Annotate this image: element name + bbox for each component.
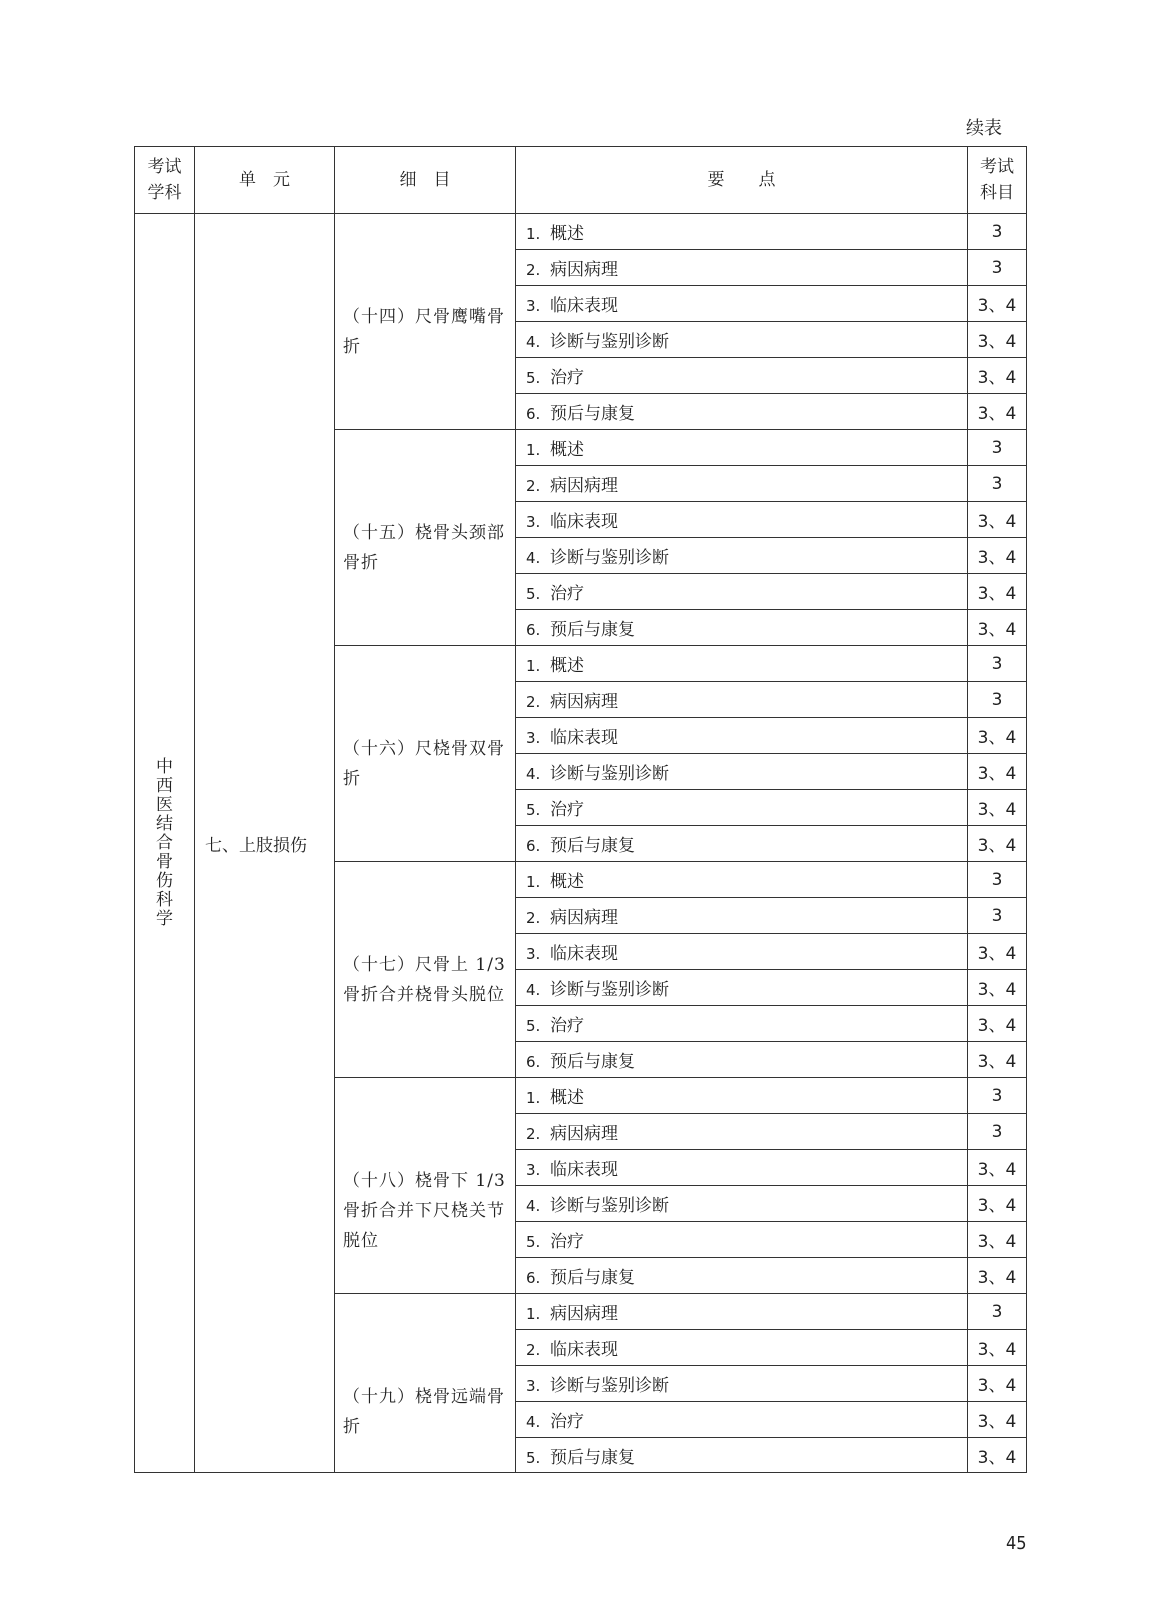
point-text: 治疗 xyxy=(550,800,584,820)
point-number: 6. xyxy=(526,405,541,423)
point-text: 临床表现 xyxy=(550,1340,618,1360)
point-cell xyxy=(516,682,968,718)
point-number: 4. xyxy=(526,549,541,567)
exam-subject-cell: 3、4 xyxy=(968,754,1027,790)
item-cell: （十四）尺骨鹰嘴骨折 xyxy=(335,214,516,430)
point-text: 诊断与鉴别诊断 xyxy=(550,332,669,352)
point-text: 概述 xyxy=(550,224,584,244)
point-cell xyxy=(516,790,968,826)
point-number: 6. xyxy=(526,621,541,639)
header-unit: 单 元 xyxy=(195,147,335,214)
point-cell xyxy=(516,322,968,358)
point-cell xyxy=(516,214,968,250)
exam-subject-cell: 3 xyxy=(968,430,1027,466)
point-number: 5. xyxy=(526,369,541,387)
exam-subject-cell: 3、4 xyxy=(968,1402,1027,1438)
point-cell xyxy=(516,250,968,286)
point-cell xyxy=(516,1294,968,1330)
exam-subject-cell: 3 xyxy=(968,646,1027,682)
point-number: 3. xyxy=(526,297,541,315)
point-cell xyxy=(516,430,968,466)
point-text: 临床表现 xyxy=(550,728,618,748)
point-text: 临床表现 xyxy=(550,296,618,316)
point-number: 2. xyxy=(526,477,541,495)
point-cell xyxy=(516,1150,968,1186)
point-cell xyxy=(516,1222,968,1258)
exam-subject-cell: 3 xyxy=(968,1078,1027,1114)
point-number: 1. xyxy=(526,873,541,891)
point-cell xyxy=(516,646,968,682)
point-text: 预后与康复 xyxy=(550,836,635,856)
point-number: 2. xyxy=(526,693,541,711)
point-cell xyxy=(516,1078,968,1114)
point-text: 治疗 xyxy=(550,1412,584,1432)
point-cell xyxy=(516,826,968,862)
point-number: 1. xyxy=(526,1305,541,1323)
exam-subject-cell: 3、4 xyxy=(968,1438,1027,1473)
point-text: 预后与康复 xyxy=(550,1268,635,1288)
exam-subject-cell: 3、4 xyxy=(968,610,1027,646)
point-text: 临床表现 xyxy=(550,1160,618,1180)
point-text: 治疗 xyxy=(550,584,584,604)
exam-subject-cell: 3 xyxy=(968,250,1027,286)
header-exam: 考试科目 xyxy=(968,147,1027,214)
point-number: 4. xyxy=(526,1413,541,1431)
point-text: 诊断与鉴别诊断 xyxy=(550,980,669,1000)
exam-subject-cell: 3 xyxy=(968,862,1027,898)
exam-subject-cell: 3、4 xyxy=(968,1006,1027,1042)
point-cell xyxy=(516,934,968,970)
unit-cell: 七、上肢损伤 xyxy=(195,214,335,1473)
point-cell xyxy=(516,1114,968,1150)
table-row xyxy=(135,214,1027,250)
point-number: 4. xyxy=(526,333,541,351)
exam-subject-cell: 3、4 xyxy=(968,1186,1027,1222)
point-number: 4. xyxy=(526,981,541,999)
exam-subject-cell: 3、4 xyxy=(968,970,1027,1006)
point-number: 2. xyxy=(526,1125,541,1143)
point-number: 3. xyxy=(526,513,541,531)
point-text: 预后与康复 xyxy=(550,404,635,424)
point-number: 2. xyxy=(526,909,541,927)
point-cell xyxy=(516,610,968,646)
exam-subject-cell: 3、4 xyxy=(968,538,1027,574)
point-cell xyxy=(516,1186,968,1222)
exam-subject-cell: 3 xyxy=(968,898,1027,934)
point-text: 病因病理 xyxy=(550,908,618,928)
header-subject: 考试学科 xyxy=(135,147,195,214)
exam-subject-cell: 3、4 xyxy=(968,826,1027,862)
exam-subject-cell: 3、4 xyxy=(968,1258,1027,1294)
exam-subject-cell: 3、4 xyxy=(968,934,1027,970)
header-points: 要 点 xyxy=(516,147,968,214)
point-text: 诊断与鉴别诊断 xyxy=(550,1376,669,1396)
exam-subject-cell: 3、4 xyxy=(968,358,1027,394)
point-number: 4. xyxy=(526,1197,541,1215)
exam-subject-cell: 3 xyxy=(968,682,1027,718)
point-cell xyxy=(516,1366,968,1402)
item-cell: （十九）桡骨远端骨折 xyxy=(335,1294,516,1473)
point-text: 病因病理 xyxy=(550,260,618,280)
point-cell xyxy=(516,358,968,394)
point-number: 5. xyxy=(526,1017,541,1035)
point-text: 病因病理 xyxy=(550,692,618,712)
exam-subject-cell: 3、4 xyxy=(968,322,1027,358)
point-text: 概述 xyxy=(550,1088,584,1108)
point-number: 1. xyxy=(526,441,541,459)
subject-cell xyxy=(135,214,195,1473)
point-cell xyxy=(516,1330,968,1366)
point-cell xyxy=(516,574,968,610)
point-cell xyxy=(516,1438,968,1473)
item-cell: （十七）尺骨上 1/3 骨折合并桡骨头脱位 xyxy=(335,862,516,1078)
exam-subject-cell: 3、4 xyxy=(968,1366,1027,1402)
point-text: 病因病理 xyxy=(550,476,618,496)
exam-subject-cell: 3 xyxy=(968,1294,1027,1330)
exam-subject-cell: 3、4 xyxy=(968,502,1027,538)
point-text: 临床表现 xyxy=(550,512,618,532)
point-number: 5. xyxy=(526,801,541,819)
page-number: 45 xyxy=(1006,1533,1027,1554)
table-body xyxy=(135,214,1027,1473)
point-number: 6. xyxy=(526,1269,541,1287)
point-number: 3. xyxy=(526,729,541,747)
exam-subject-cell: 3、4 xyxy=(968,1330,1027,1366)
point-cell xyxy=(516,1006,968,1042)
point-text: 诊断与鉴别诊断 xyxy=(550,1196,669,1216)
exam-subject-cell: 3、4 xyxy=(968,1150,1027,1186)
point-cell xyxy=(516,1042,968,1078)
point-text: 临床表现 xyxy=(550,944,618,964)
point-cell xyxy=(516,718,968,754)
exam-subject-cell: 3、4 xyxy=(968,574,1027,610)
subject-text: 中西医结合骨伤科学 xyxy=(156,756,173,929)
point-number: 5. xyxy=(526,1448,541,1467)
point-number: 6. xyxy=(526,837,541,855)
exam-subject-cell: 3 xyxy=(968,214,1027,250)
point-number: 1. xyxy=(526,657,541,675)
point-number: 2. xyxy=(526,1341,541,1359)
point-text: 治疗 xyxy=(550,1016,584,1036)
point-cell xyxy=(516,1402,968,1438)
point-number: 5. xyxy=(526,585,541,603)
exam-subject-cell: 3、4 xyxy=(968,790,1027,826)
point-number: 2. xyxy=(526,261,541,279)
point-cell xyxy=(516,394,968,430)
point-number: 3. xyxy=(526,1161,541,1179)
item-cell: （十八）桡骨下 1/3 骨折合并下尺桡关节脱位 xyxy=(335,1078,516,1294)
point-text: 治疗 xyxy=(550,368,584,388)
point-number: 5. xyxy=(526,1233,541,1251)
syllabus-table xyxy=(134,146,1027,1473)
exam-subject-cell: 3 xyxy=(968,1114,1027,1150)
point-text: 预后与康复 xyxy=(550,1447,635,1468)
point-cell xyxy=(516,502,968,538)
point-text: 治疗 xyxy=(550,1232,584,1252)
point-text: 预后与康复 xyxy=(550,620,635,640)
point-cell xyxy=(516,1258,968,1294)
exam-subject-cell: 3、4 xyxy=(968,394,1027,430)
point-number: 4. xyxy=(526,765,541,783)
point-text: 病因病理 xyxy=(550,1124,618,1144)
point-cell xyxy=(516,286,968,322)
point-cell xyxy=(516,862,968,898)
table-header-row xyxy=(135,147,1027,214)
item-cell: （十五）桡骨头颈部骨折 xyxy=(335,430,516,646)
exam-subject-cell: 3、4 xyxy=(968,1222,1027,1258)
exam-subject-cell: 3、4 xyxy=(968,286,1027,322)
point-text: 概述 xyxy=(550,440,584,460)
header-item: 细 目 xyxy=(335,147,516,214)
point-cell xyxy=(516,466,968,502)
point-number: 6. xyxy=(526,1053,541,1071)
point-cell xyxy=(516,970,968,1006)
point-cell xyxy=(516,898,968,934)
point-number: 3. xyxy=(526,945,541,963)
point-text: 概述 xyxy=(550,872,584,892)
exam-subject-cell: 3、4 xyxy=(968,718,1027,754)
continued-label: 续表 xyxy=(966,118,1002,139)
exam-subject-cell: 3 xyxy=(968,466,1027,502)
point-number: 1. xyxy=(526,225,541,243)
exam-subject-cell: 3、4 xyxy=(968,1042,1027,1078)
point-number: 3. xyxy=(526,1377,541,1395)
point-cell xyxy=(516,538,968,574)
point-text: 诊断与鉴别诊断 xyxy=(550,548,669,568)
point-text: 预后与康复 xyxy=(550,1052,635,1072)
point-number: 1. xyxy=(526,1089,541,1107)
point-text: 病因病理 xyxy=(550,1304,618,1324)
point-cell xyxy=(516,754,968,790)
point-text: 诊断与鉴别诊断 xyxy=(550,764,669,784)
item-cell: （十六）尺桡骨双骨折 xyxy=(335,646,516,862)
point-text: 概述 xyxy=(550,656,584,676)
